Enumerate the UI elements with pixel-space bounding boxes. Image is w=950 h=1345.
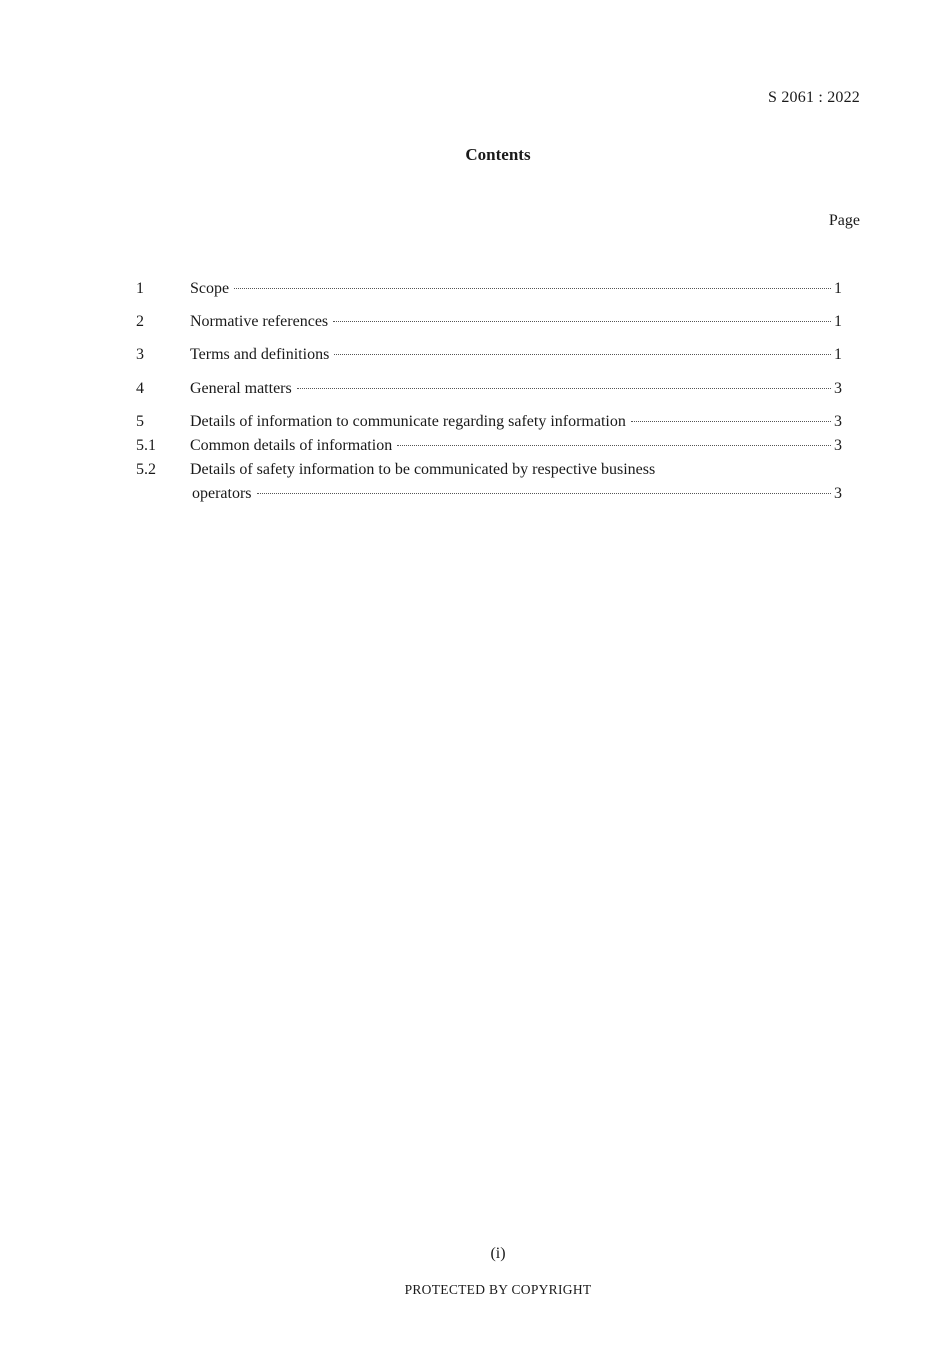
toc-entry-title: Details of safety information to be communicated by respective business — [190, 461, 656, 478]
toc-entry-5-2-continuation[interactable] — [136, 483, 842, 505]
toc-entry-title: Terms and definitions — [190, 346, 330, 363]
dot-leader — [631, 421, 831, 422]
toc-entry-2[interactable] — [136, 311, 842, 333]
toc-entry-title: Scope — [190, 280, 230, 297]
toc-entry-title: Common details of information — [190, 437, 393, 454]
toc-entry-number: 3 — [136, 346, 144, 363]
page-column-label: Page — [828, 212, 860, 229]
toc-entry-5[interactable] — [136, 411, 842, 433]
toc-entry-page: 1 — [834, 346, 842, 363]
toc-entry-page: 1 — [834, 280, 842, 297]
page-folio: (i) — [490, 1245, 506, 1262]
toc-entry-1[interactable] — [136, 278, 842, 300]
toc-entry-number: 5.1 — [136, 437, 156, 454]
toc-entry-page: 3 — [834, 380, 842, 397]
toc-entry-title: Normative references — [190, 313, 329, 330]
copyright-notice: PROTECTED BY COPYRIGHT — [404, 1282, 592, 1297]
toc-entry-title: General matters — [190, 380, 292, 397]
document-number: S 2061 : 2022 — [768, 89, 860, 106]
toc-entry-page: 3 — [834, 413, 842, 430]
toc-entry-5-2[interactable] — [136, 459, 842, 481]
toc-entry-number: 1 — [136, 280, 144, 297]
toc-entry-5-1[interactable] — [136, 435, 842, 457]
toc-entry-page: 3 — [834, 485, 842, 502]
toc-entry-number: 2 — [136, 313, 144, 330]
toc-entry-3[interactable] — [136, 344, 842, 366]
dot-leader — [334, 354, 831, 355]
dot-leader — [333, 321, 831, 322]
toc-entry-number: 5 — [136, 413, 144, 430]
toc-entry-number: 5.2 — [136, 461, 156, 478]
dot-leader — [297, 388, 831, 389]
toc-entry-title-continuation: operators — [192, 485, 252, 502]
dot-leader — [397, 445, 831, 446]
toc-entry-page: 1 — [834, 313, 842, 330]
dot-leader — [234, 288, 831, 289]
dot-leader — [257, 493, 831, 494]
toc-entry-title: Details of information to communicate regarding safety information — [190, 413, 626, 430]
toc-entry-number: 4 — [136, 380, 144, 397]
toc-entry-page: 3 — [834, 437, 842, 454]
contents-title: Contents — [465, 145, 531, 164]
toc-entry-4[interactable] — [136, 378, 842, 400]
